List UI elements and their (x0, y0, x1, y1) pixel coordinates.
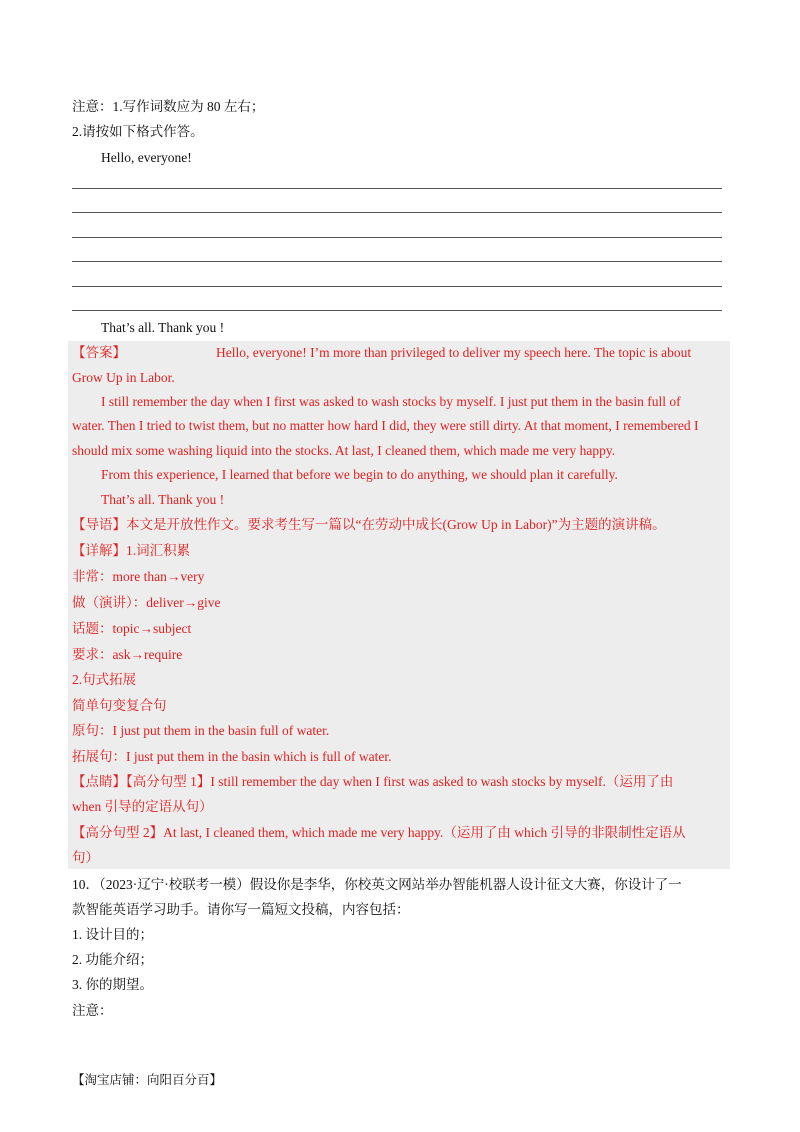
answer-line-6: From this experience, I learned that before we begin to do anything, we should plan it carefully. (101, 467, 618, 482)
answer-rule-5 (72, 286, 722, 287)
point-1-line-1: 【点睛】【高分句型 1】I still remember the day when I first was asked to wash stocks by myself.（运用了由 (72, 774, 674, 789)
answer-line-7: That’s all. Thank you ! (101, 492, 225, 507)
note-line-1: 注意：1.写作词数应为 80 左右； (72, 99, 265, 114)
point-2-line-1: 【高分句型 2】At last, I cleaned them, which made me very happy.（运用了由 which 引导的非限制性定语从 (72, 825, 686, 840)
question-10-item-3: 3. 你的期望。 (72, 977, 153, 992)
point-1-line-2: when 引导的定语从句） (72, 799, 213, 814)
answer-line-2: Grow Up in Labor. (72, 370, 175, 385)
point-2-line-2: 句） (72, 850, 99, 865)
extended-sentence: 拓展句：I just put them in the basin which is full of water. (72, 749, 392, 764)
answer-line-1: Hello, everyone! I’m more than privileged to deliver my speech here. The topic is about (216, 345, 692, 360)
question-10-note: 注意： (72, 1003, 113, 1018)
answer-rule-3 (72, 237, 722, 238)
vocab-3: 话题：topic→subject (72, 621, 192, 636)
question-10-line-2: 款智能英语学习助手。请你写一篇短文投稿，内容包括： (72, 902, 410, 917)
guide-text: 【导语】本文是开放性作文。要求考生写一篇以“在劳动中成长(Grow Up in Labor)”为主题的演讲稿。 (72, 517, 666, 532)
original-sentence: 原句：I just put them in the basin full of water. (72, 723, 330, 738)
question-10-item-1: 1. 设计目的； (72, 927, 153, 942)
sentence-heading: 2.句式拓展 (72, 672, 137, 687)
answer-rule-2 (72, 212, 722, 213)
question-10-line-1: 10．（2023·辽宁·校联考一模）假设你是李华，你校英文网站举办智能机器人设计征文大赛，你设计了一 (72, 877, 682, 892)
note-line-2: 2.请按如下格式作答。 (72, 124, 204, 139)
answer-rule-1 (72, 188, 722, 189)
vocab-4: 要求：ask→require (72, 647, 183, 662)
answer-line-4: water. Then I tried to twist them, but no matter how hard I did, they were still dirty. At that moment, I remembered I (72, 418, 699, 433)
answer-rule-6 (72, 310, 722, 311)
answer-line-3: I still remember the day when I first was asked to wash stocks by myself. I just put them in the basin full of (101, 394, 681, 409)
vocab-1: 非常：more than→very (72, 569, 205, 584)
footer-shop: 【淘宝店铺：向阳百分百】 (72, 1073, 223, 1087)
vocab-2: 做（演讲）：deliver→give (72, 595, 221, 610)
greeting: Hello, everyone! (101, 150, 192, 165)
answer-rule-4 (72, 261, 722, 262)
sentence-subheading: 简单句变复合句 (72, 698, 167, 713)
answer-tag: 【答案】 (72, 345, 126, 360)
answer-line-5: should mix some washing liquid into the stocks. At last, I cleaned them, which made me very happy. (72, 443, 616, 458)
closing: That’s all. Thank you ! (101, 320, 225, 335)
detail-heading: 【详解】1.词汇积累 (72, 543, 191, 558)
question-10-item-2: 2. 功能介绍； (72, 952, 153, 967)
